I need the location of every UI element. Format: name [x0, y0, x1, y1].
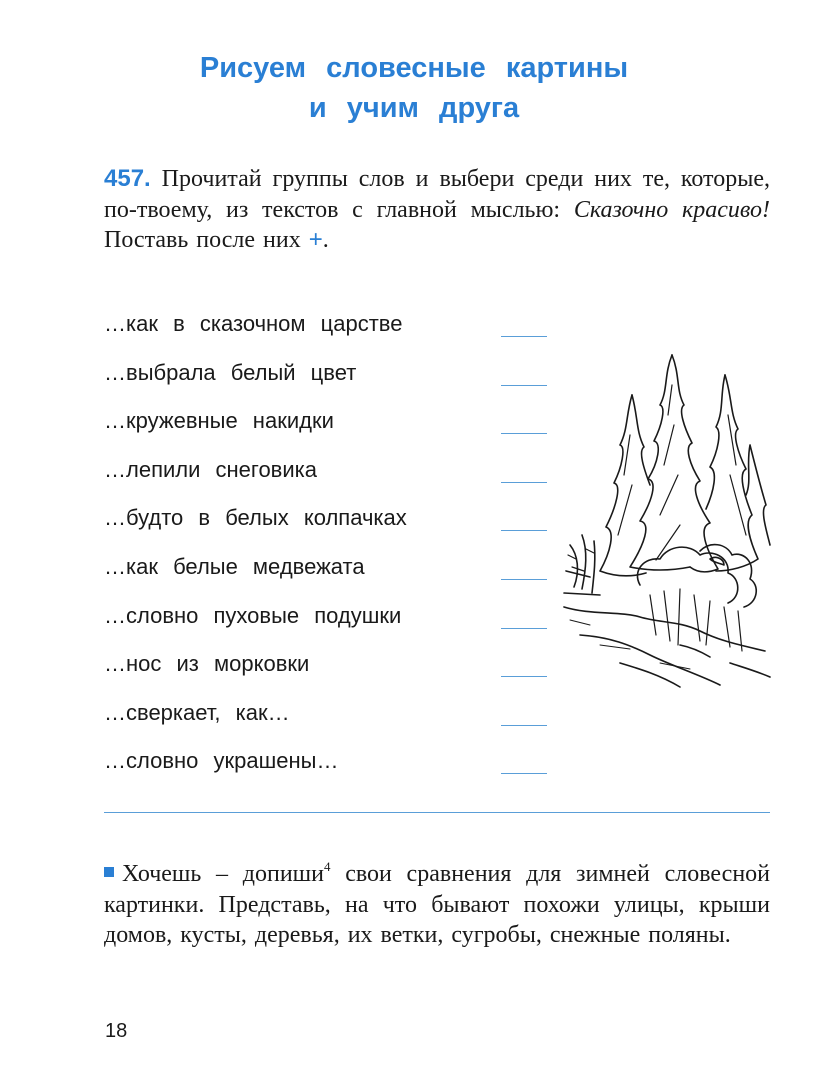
answer-blank[interactable] [501, 579, 547, 580]
exercise-period: . [322, 227, 329, 253]
phrase-row [104, 551, 554, 600]
phrase-text: …словно пуховые подушки [104, 602, 402, 628]
page-number: 18 [105, 1020, 128, 1042]
phrase-text: …как в сказочном царстве [104, 311, 403, 336]
creative-task [104, 852, 770, 951]
answer-blank[interactable] [501, 482, 547, 483]
phrase-text: …как белые медвежата [104, 553, 365, 579]
page-title [0, 48, 828, 128]
answer-blank[interactable] [501, 725, 547, 726]
answer-blank[interactable] [501, 336, 547, 337]
phrase-row [104, 745, 554, 794]
phrase-text: …сверкает, как… [104, 699, 290, 725]
exercise-number: 457. [104, 165, 151, 192]
phrase-text: …будто в белых колпачках [104, 505, 407, 531]
answer-blank[interactable] [501, 530, 547, 531]
phrase-row [104, 502, 554, 551]
phrase-text: …лепили снеговика [104, 456, 317, 482]
answer-blank[interactable] [501, 628, 547, 629]
phrase-row [104, 405, 554, 454]
phrase-row [104, 648, 554, 697]
phrase-row [104, 454, 554, 503]
answer-blank[interactable] [501, 676, 547, 677]
bullet-icon [104, 867, 114, 877]
task-verb: допиши [242, 861, 324, 887]
phrase-text: …словно украшены… [104, 748, 339, 774]
footnote-marker: 4 [324, 859, 331, 874]
plus-symbol: + [308, 226, 323, 253]
task-text: свои сравнения для зимней словесной картинки. Представь, на что бывают похожи улицы, крыши домов, кусты, деревья, их ветки, сугробы, снежные поляны. [104, 861, 771, 948]
phrase-row [104, 357, 554, 406]
phrase-text: …кружевные накидки [104, 408, 334, 434]
snowy-trees-icon [560, 345, 775, 705]
exercise-text-after: Поставь после них [104, 227, 309, 253]
phrase-text: …выбрала белый цвет [104, 359, 357, 385]
answer-blank[interactable] [501, 385, 547, 386]
answer-blank[interactable] [501, 773, 547, 774]
answer-blank[interactable] [501, 433, 547, 434]
phrase-row [104, 600, 554, 649]
title-line-1: Рисуем словесные картины [199, 52, 629, 84]
phrase-row [104, 308, 554, 357]
exercise-text-before: Прочитай группы слов и выбери среди них те, которые, по-твоему, из текстов с главной мыслью: [104, 166, 770, 223]
exercise-emphasis: Сказочно красиво! [573, 196, 770, 223]
phrase-list [104, 308, 554, 794]
answer-line[interactable] [104, 812, 770, 813]
phrase-row [104, 697, 554, 746]
exercise-instructions [104, 164, 770, 256]
phrase-text: …нос из морковки [104, 651, 310, 677]
task-lead-word: Хочешь [122, 861, 202, 887]
title-line-2: и учим друга [308, 92, 520, 124]
task-dash: – [201, 861, 243, 887]
